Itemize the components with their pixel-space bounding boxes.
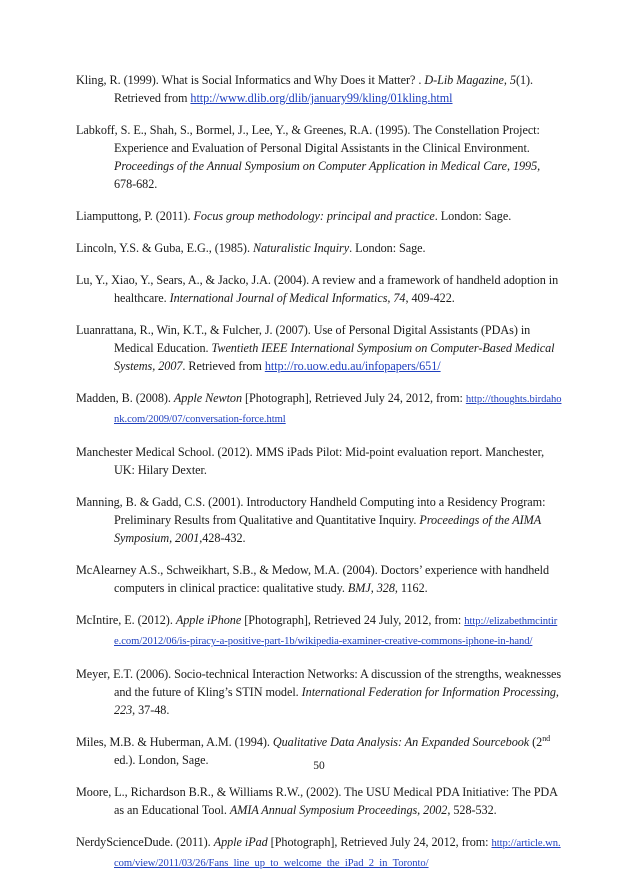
reference-text: Labkoff, S. E., Shah, S., Bormel, J., Lee, Y., & Greenes, R.A. (1995). The Constellation Project: Experience and Evaluation of Personal Digital Assistants in the Clinical Environment. [76,123,540,155]
reference-text: McIntire, E. (2012). [76,613,176,627]
reference-source: International Federation for Information Processing, 223 [114,685,559,717]
reference-text: NerdyScienceDude. (2011). [76,835,214,849]
reference-text: Manchester Medical School. (2012). MMS iPads Pilot: Mid-point evaluation report. Manchester, UK: Hilary Dexter. [76,445,545,477]
reference-entry [76,121,564,193]
reference-text: (2 [529,735,543,749]
reference-entry [76,665,564,719]
reference-entry [76,239,564,257]
reference-text: 428-432. [202,531,246,545]
reference-link[interactable]: http://article.wn.com/view/2011/03/26/Fans_line_up_to_welcome_the_iPad_2_in_Toronto/ [114,838,561,869]
reference-text: . Retrieved from [182,359,265,373]
reference-source: Apple Newton [173,391,243,405]
reference-text: (1). Retrieved from [114,73,533,105]
reference-text: Meyer, E.T. (2006). Socio-technical Interaction Networks: A discussion of the strengths, weaknesses and the future of Kling’s STIN model. [76,667,562,699]
reference-text: 678-682. [114,177,158,191]
reference-entry [76,493,564,547]
reference-source: Naturalistic Inquiry [252,241,350,255]
reference-entry [76,389,564,429]
reference-entry [76,207,564,225]
reference-text: [Photograph], Retrieved July 24, 2012, from: [267,835,492,849]
reference-entry [76,71,564,107]
reference-source: International Journal of Medical Informatics, 74 [169,291,406,305]
reference-source: Apple iPad [213,835,268,849]
reference-text: Miles, M.B. & Huberman, A.M. (1994). [76,735,273,749]
reference-text: Madden, B. (2008). [76,391,174,405]
reference-link[interactable]: http://ro.uow.edu.au/infopapers/651/ [264,359,441,373]
reference-entry [76,783,564,819]
reference-link[interactable]: http://thoughts.birdahonk.com/2009/07/conversation-force.html [114,394,562,425]
reference-source: Focus group methodology: principal and practice [193,209,435,223]
reference-text: ed.). London, Sage. [114,753,209,767]
reference-text: . London: Sage. [349,241,426,255]
reference-entry [76,443,564,479]
reference-entry [76,833,564,873]
reference-entry [76,561,564,597]
reference-text: McAlearney A.S., Schweikhart, S.B., & Medow, M.A. (2004). Doctors’ experience with handheld computers in clinical practice: qualitative study. [76,563,550,595]
reference-text: . London: Sage. [434,209,512,223]
reference-text: , 37-48. [132,703,170,717]
page-number: 50 [313,760,325,772]
reference-text: Luanrattana, R., Win, K.T., & Fulcher, J. (2007). Use of Personal Digital Assistants (PDAs) in Medical Education. [76,323,531,355]
superscript: nd [542,733,551,743]
reference-text: Lincoln, Y.S. & Guba, E.G., (1985). [76,241,253,255]
reference-source: Proceedings of the AIMA Symposium, 2001, [114,513,541,545]
reference-text: Kling, R. (1999). What is Social Informatics and Why Does it Matter? . [76,73,425,87]
reference-source: Twentieth IEEE International Symposium on Computer-Based Medical Systems, 2007 [114,341,555,373]
reference-source: Qualitative Data Analysis: An Expanded Sourcebook [272,735,530,749]
reference-text: Lu, Y., Xiao, Y., Sears, A., & Jacko, J.A. (2004). A review and a framework of handheld adoption in healthcare. [76,273,559,305]
reference-text: , 528-532. [447,803,497,817]
reference-text: [Photograph], Retrieved 24 July, 2012, from: [241,613,465,627]
reference-source: BMJ, 328 [347,581,395,595]
reference-entry [76,611,564,651]
reference-source: D-Lib Magazine, 5 [424,73,516,87]
reference-link[interactable]: http://www.dlib.org/dlib/january99/kling/01kling.html [190,91,453,105]
reference-text: Moore, L., Richardson B.R., & Williams R.W., (2002). The USU Medical PDA Initiative: The PDA as an Educational Tool. [76,785,558,817]
reference-text: [Photograph], Retrieved July 24, 2012, from: [242,391,466,405]
reference-text: Manning, B. & Gadd, C.S. (2001). Introductory Handheld Computing into a Residency Program: Preliminary Results from Qualitative and Quantitative Inquiry. [76,495,546,527]
reference-entry [76,321,564,375]
reference-text: , 1162. [394,581,428,595]
reference-source: Proceedings of the Annual Symposium on Computer Application in Medical Care, 1995, [114,159,541,173]
reference-link[interactable]: http://elizabethmcintire.com/2012/06/is-piracy-a-positive-part-1b/wikipedia-examiner-creative-commons-iphone-in-hand/ [114,616,558,647]
reference-text: Liamputtong, P. (2011). [76,209,194,223]
reference-source: AMIA Annual Symposium Proceedings, 2002 [229,803,448,817]
reference-text: , 409-422. [405,291,455,305]
reference-source: Apple iPhone [175,613,242,627]
reference-entry [76,271,564,307]
